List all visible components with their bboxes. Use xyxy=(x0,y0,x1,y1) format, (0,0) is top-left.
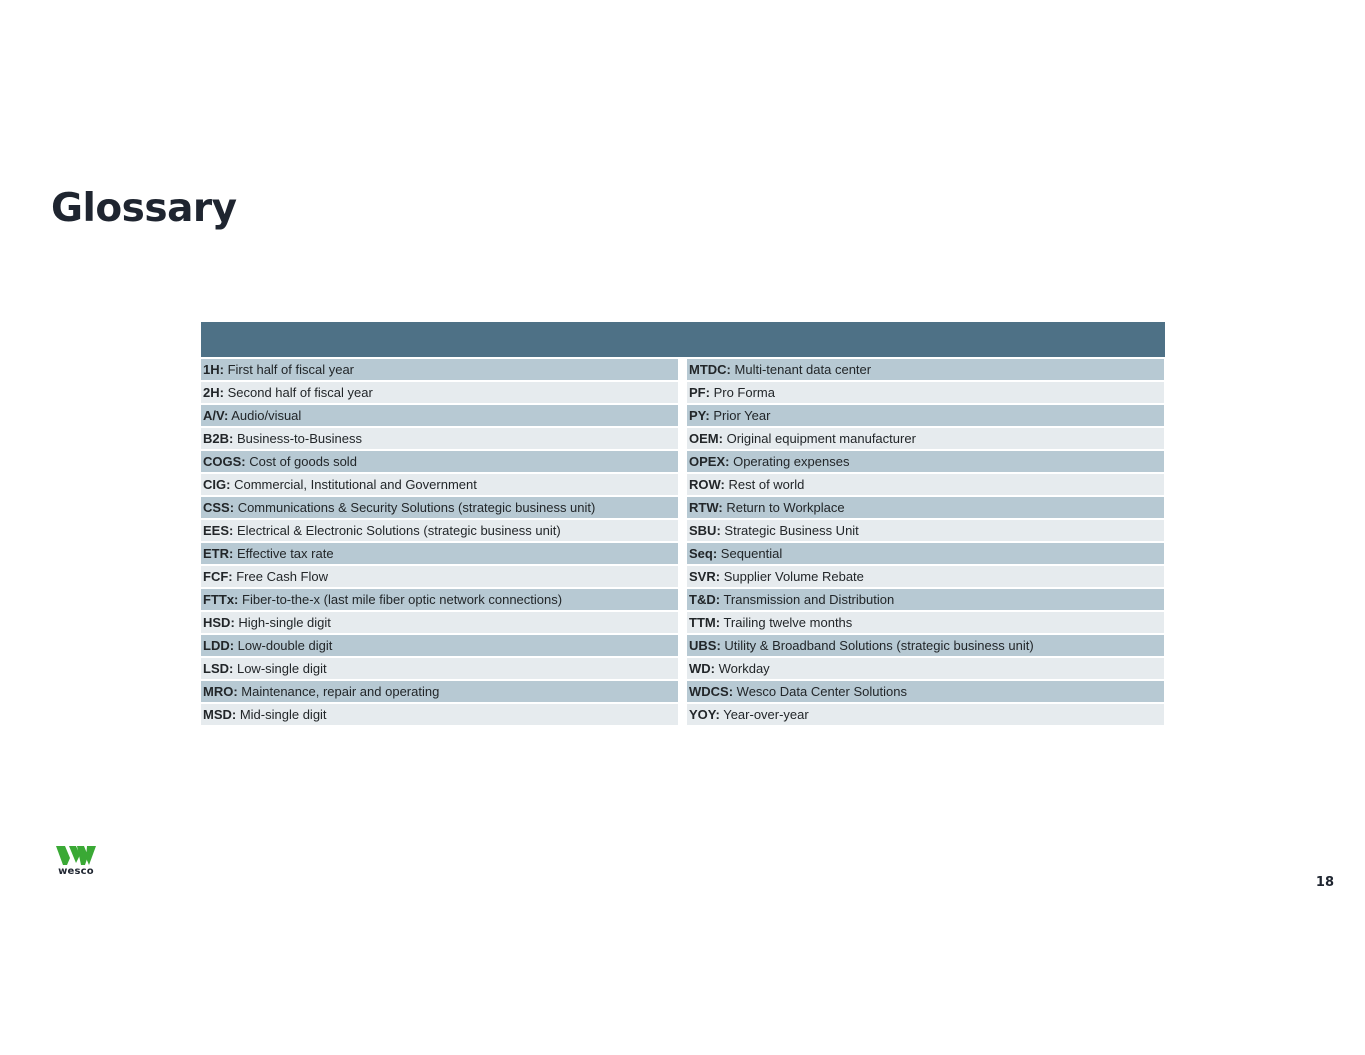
glossary-term: T&D: xyxy=(689,592,721,607)
glossary-term: SBU: xyxy=(689,523,721,538)
wesco-logo xyxy=(54,844,98,878)
glossary-term: YOY: xyxy=(689,707,720,722)
glossary-definition: Original equipment manufacturer xyxy=(726,431,916,446)
glossary-term: B2B: xyxy=(203,431,234,446)
page-title: Glossary xyxy=(51,186,237,231)
logo-wordmark: wesco xyxy=(58,866,94,877)
glossary-term: A/V: xyxy=(203,408,229,423)
glossary-term: MSD: xyxy=(203,707,237,722)
glossary-definition: Rest of world xyxy=(728,477,805,492)
glossary-entry xyxy=(687,704,1164,725)
glossary-entry xyxy=(687,589,1164,610)
glossary-entry xyxy=(201,589,678,610)
glossary-definition: First half of fiscal year xyxy=(227,362,355,377)
glossary-definition: High-single digit xyxy=(238,615,331,630)
page-number: 18 xyxy=(1315,875,1334,890)
glossary-term: CSS: xyxy=(203,500,235,515)
glossary-entry xyxy=(201,520,678,541)
glossary-definition: Multi-tenant data center xyxy=(734,362,872,377)
glossary-entry xyxy=(687,566,1164,587)
glossary-term: ROW: xyxy=(689,477,725,492)
glossary-term: PY: xyxy=(689,408,710,423)
glossary-term: COGS: xyxy=(203,454,246,469)
glossary-definition: Utility & Broadband Solutions (strategic business unit) xyxy=(724,638,1034,653)
glossary-definition: Wesco Data Center Solutions xyxy=(736,684,907,699)
glossary-entry xyxy=(687,474,1164,495)
glossary-term: CIG: xyxy=(203,477,231,492)
glossary-entry xyxy=(201,359,678,380)
glossary-term: 2H: xyxy=(203,385,224,400)
glossary-definition: Effective tax rate xyxy=(236,546,334,561)
glossary-table xyxy=(201,359,1164,727)
glossary-entry xyxy=(201,612,678,633)
glossary-definition: Cost of goods sold xyxy=(249,454,357,469)
wesco-w-logo-icon xyxy=(54,844,98,866)
glossary-entry xyxy=(687,428,1164,449)
glossary-definition: Operating expenses xyxy=(733,454,850,469)
glossary-entry xyxy=(687,382,1164,403)
glossary-term: RTW: xyxy=(689,500,723,515)
glossary-term: MRO: xyxy=(203,684,238,699)
glossary-entry xyxy=(687,520,1164,541)
glossary-term: FTTx: xyxy=(203,592,239,607)
glossary-definition: Second half of fiscal year xyxy=(227,385,373,400)
glossary-term: ETR: xyxy=(203,546,234,561)
glossary-entry xyxy=(201,635,678,656)
glossary-term: FCF: xyxy=(203,569,233,584)
glossary-entry xyxy=(687,658,1164,679)
glossary-term: MTDC: xyxy=(689,362,731,377)
glossary-term: LDD: xyxy=(203,638,235,653)
glossary-entry xyxy=(201,405,678,426)
glossary-entry xyxy=(201,543,678,564)
glossary-definition: Strategic Business Unit xyxy=(724,523,859,538)
glossary-entry xyxy=(201,681,678,702)
glossary-definition: Pro Forma xyxy=(713,385,775,400)
glossary-term: TTM: xyxy=(689,615,721,630)
glossary-entry xyxy=(687,543,1164,564)
glossary-entry xyxy=(687,359,1164,380)
glossary-term: OPEX: xyxy=(689,454,730,469)
glossary-term: Seq: xyxy=(689,546,718,561)
glossary-term: 1H: xyxy=(203,362,224,377)
glossary-entry xyxy=(687,612,1164,633)
glossary-definition: Low-single digit xyxy=(236,661,327,676)
glossary-term: UBS: xyxy=(689,638,721,653)
glossary-term: HSD: xyxy=(203,615,235,630)
glossary-entry xyxy=(201,382,678,403)
glossary-entry xyxy=(201,658,678,679)
glossary-entry xyxy=(687,451,1164,472)
glossary-term: LSD: xyxy=(203,661,234,676)
glossary-definition: Year-over-year xyxy=(723,707,809,722)
glossary-definition: Return to Workplace xyxy=(726,500,845,515)
glossary-term: SVR: xyxy=(689,569,721,584)
glossary-entry xyxy=(687,497,1164,518)
glossary-entry xyxy=(201,566,678,587)
glossary-definition: Sequential xyxy=(720,546,783,561)
glossary-definition: Transmission and Distribution xyxy=(723,592,895,607)
glossary-definition: Trailing twelve months xyxy=(723,615,853,630)
glossary-definition: Audio/visual xyxy=(231,408,302,423)
glossary-definition: Workday xyxy=(718,661,770,676)
glossary-definition: Communications & Security Solutions (strategic business unit) xyxy=(237,500,596,515)
glossary-entry xyxy=(687,405,1164,426)
glossary-definition: Maintenance, repair and operating xyxy=(241,684,440,699)
glossary-definition: Electrical & Electronic Solutions (strategic business unit) xyxy=(236,523,561,538)
glossary-definition: Prior Year xyxy=(713,408,771,423)
glossary-definition: Mid-single digit xyxy=(239,707,327,722)
glossary-term: OEM: xyxy=(689,431,723,446)
glossary-term: PF: xyxy=(689,385,710,400)
glossary-definition: Business-to-Business xyxy=(236,431,362,446)
glossary-entry xyxy=(201,451,678,472)
glossary-entry xyxy=(201,497,678,518)
glossary-definition: Free Cash Flow xyxy=(236,569,328,584)
glossary-entry xyxy=(201,428,678,449)
glossary-definition: Low-double digit xyxy=(237,638,333,653)
glossary-definition: Fiber-to-the-x (last mile fiber optic network connections) xyxy=(242,592,563,607)
glossary-entry xyxy=(687,681,1164,702)
glossary-table-header xyxy=(201,322,1165,357)
glossary-term: WD: xyxy=(689,661,715,676)
glossary-entry xyxy=(201,474,678,495)
glossary-term: EES: xyxy=(203,523,234,538)
glossary-term: WDCS: xyxy=(689,684,734,699)
glossary-definition: Commercial, Institutional and Government xyxy=(234,477,477,492)
glossary-entry xyxy=(201,704,678,725)
glossary-entry xyxy=(687,635,1164,656)
glossary-definition: Supplier Volume Rebate xyxy=(723,569,864,584)
